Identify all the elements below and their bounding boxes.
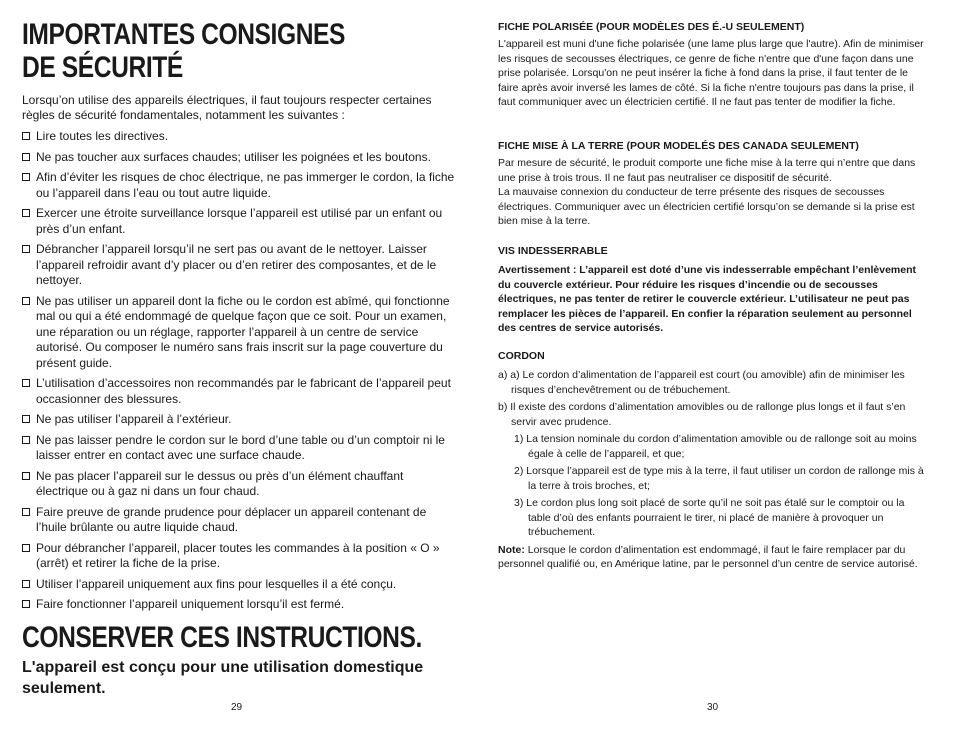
safety-list-item [22,129,456,145]
safety-list-item-text: Afin d’éviter les risques de choc électrique, ne pas immerger le cordon, la fiche ou l’appareil dans l’eau ou tout autre liquide. [36,170,455,200]
safety-list-item-text: Ne pas utiliser un appareil dont la fiche ou le cordon est abîmé, qui fonctionne mal ou qui a été endommagé de quelque façon que ce soit. Pour un examen, une réparation ou un réglage, rapporter l’appareil à un centre de service autorisé. Ou composer le numéro sans frais inscrit sur la page couverture du présent guide. [36,293,450,370]
safety-list-item-text: Ne pas laisser pendre le cordon sur le bord d’une table ou d’un comptoir ni le laisser entrer en contact avec une surface chaude. [36,432,445,462]
checkbox-square-icon [22,297,30,305]
grounded-plug-section [498,139,930,229]
safety-list-item-text: Lire toutes les directives. [36,129,169,143]
checkbox-square-icon [22,544,30,552]
grounded-plug-text-2: La mauvaise connexion du conducteur de terre présente des risques de secousses électriques. Communiquer avec un électricien certifié lorsqu’on se demande si la prise est bien mise à la terre. [498,186,915,227]
safety-list-item [22,170,456,201]
safety-list-item-text: Débrancher l’appareil lorsqu’il ne sert pas ou avant de le nettoyer. Laisser l’appareil refroidir avant d’y placer ou d’en retirer des composantes, et de le nettoyer. [36,242,437,287]
checkbox-square-icon [22,415,30,423]
checkbox-square-icon [22,379,30,387]
checkbox-square-icon [22,508,30,516]
safety-list-item [22,206,456,237]
safety-list-item-text: Utiliser l’appareil uniquement aux fins pour lesquelles il a été conçu. [36,576,397,591]
checkbox-square-icon [22,209,30,217]
safety-list-item-text: Ne pas utiliser l’appareil à l’extérieur. [36,412,232,426]
checkbox-square-icon [22,472,30,480]
safety-title [22,18,448,84]
checkbox-square-icon [22,580,30,588]
safety-list-item [22,412,456,428]
safety-list-item [22,597,456,613]
conserver-heading: CONSERVER CES INSTRUCTIONS. [22,621,422,654]
safety-list [22,129,456,618]
right-page [498,0,930,738]
safety-title-line-1: IMPORTANTES CONSIGNES [22,18,346,51]
cord-item-1: 1) La tension nominale du cordon d’alimentation amovible ou de rallonge soit au moins égale à celle de l’appareil, et que; [514,433,917,460]
safety-list-item-text: Exercer une étroite surveillance lorsque l’appareil est utilisé par un enfant ou près d’un enfant. [36,206,443,236]
checkbox-square-icon [22,436,30,444]
polarized-plug-section [498,20,930,110]
cord-note-text: Lorsque le cordon d’alimentation est endommagé, il faut le faire remplacer par du personnel qualifié ou, en Amérique latine, par le personnel d’un centre de service autorisé. [498,543,918,570]
checkbox-square-icon [22,245,30,253]
grounded-plug-text-1: Par mesure de sécurité, le produit comporte une fiche mise à la terre qui n’entre que dans une prise à trois trous. Il ne faut pas neutraliser ce dispositif de sécurité. [498,157,916,184]
safety-list-item [22,294,456,372]
intro-text: Lorsqu’on utilise des appareils électriques, il faut toujours respecter certaines règles de sécurité fondamentales, notamment les suivantes : [22,93,432,122]
cord-note [498,543,930,572]
polarized-plug-text: L'appareil est muni d'une fiche polarisée (une lame plus large que l'autre). Afin de minimiser les risques de secousses électriques, ce genre de fiche n'entre que d'une façon dans une prise polarisée. Lorsqu'on ne peut insérer la fiche à fond dans la prise, il faut tenter de le faire après avoir inversé les lames de côté. Si la fiche n'entre toujours pas dans la prise, il faut communiquer avec un électricien certifié. Il ne faut pas tenter de modifier la fiche. [498,38,924,108]
safety-list-item [22,150,456,166]
checkbox-square-icon [22,153,30,161]
screw-section [498,244,930,336]
cord-item-a: a) a) Le cordon d’alimentation de l’appareil est court (ou amovible) afin de minimiser les risques d’enchevêtrement ou de trébuchement. [498,369,905,396]
safety-list-item-text: Ne pas toucher aux surfaces chaudes; utiliser les poignées et les boutons. [36,149,431,164]
grounded-plug-heading: FICHE MISE À LA TERRE (POUR MODELÉS DES CANADA SEULEMENT) [498,140,859,152]
screw-warning-text: Avertissement : L’appareil est doté d’une vis indesserrable empêchant l’enlèvement du couvercle extérieur. Pour réduire les risques d’incendie ou de secousses électriques, ne pas tenter de retirer le couvercle extérieur. L’utilisateur ne peut pas remplacer les pièces de l’appareil. En confier la réparation seulement au personnel des centres de service autorisés. [498,264,917,334]
safety-list-item [22,541,456,572]
safety-list-item-text: Faire preuve de grande prudence pour déplacer un appareil contenant de l’huile brûlante ou autre liquide chaud. [36,504,427,534]
safety-title-line-2: DE SÉCURITÉ [22,51,183,84]
cord-section [498,349,930,572]
polarized-plug-heading: FICHE POLARISÉE (POUR MODÈLES DES É.-U SEULEMENT) [498,21,805,33]
page-number-right: 30 [707,702,719,713]
page-number-left: 29 [231,702,243,713]
safety-list-item [22,433,456,464]
safety-list-item [22,505,456,536]
cord-item-3: 3) Le cordon plus long soit placé de sorte qu’il ne soit pas étalé sur le comptoir ou la table d’où des enfants pourraient le tirer, ni placé de manière à provoquer un trébuchement. [514,497,905,538]
safety-list-item-text: Ne pas placer l’appareil sur le dessus ou près d’un élément chauffant électrique ou à gaz ni dans un four chaud. [36,468,404,498]
screw-heading: VIS INDESSERRABLE [498,245,608,257]
left-page [22,0,456,738]
safety-list-item-text: Faire fonctionner l’appareil uniquement lorsqu’il est fermé. [36,597,345,611]
checkbox-square-icon [22,173,30,181]
checkbox-square-icon [22,132,30,140]
safety-list-item [22,577,456,593]
cord-note-label: Note: [498,543,525,556]
safety-list-item-text: L’utilisation d’accessoires non recommandés par le fabricant de l’appareil peut occasionner des blessures. [36,376,451,406]
cord-item-b: b) Il existe des cordons d’alimentation amovibles ou de rallonge plus longs et il faut s’en servir avec prudence. [498,401,906,428]
safety-list-item-text: Pour débrancher l’appareil, placer toutes les commandes à la position « O » (arrêt) et retirer la fiche de la prise. [36,540,440,570]
domestic-use-note: L'appareil est conçu pour une utilisation domestique seulement. [22,659,424,697]
cord-item-2: 2) Lorsque l’appareil est de type mis à la terre, il faut utiliser un cordon de rallonge mis à la terre à trois broches, et; [514,465,924,492]
checkbox-square-icon [22,600,30,608]
safety-list-item [22,242,456,289]
safety-list-item [22,469,456,500]
cord-heading: CORDON [498,350,545,362]
safety-list-item [22,376,456,407]
